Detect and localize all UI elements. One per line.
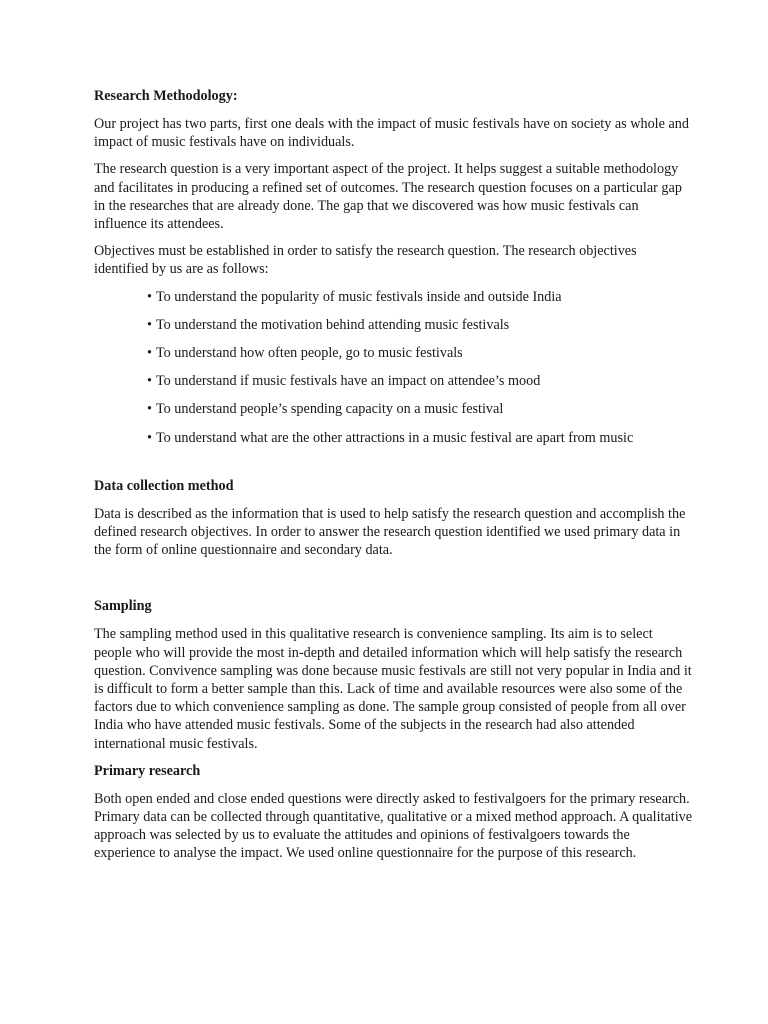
section-heading-data-collection: Data collection method — [94, 477, 234, 494]
paragraph: Both open ended and close ended questions were directly asked to festivalgoers for the primary research. Primary data can be collected through quantitative, qualitative or a mixed method approach. A qualitative approach was selected by us to evaluate the attitudes and opinions of festivalgoers towards the experience to analyse the impact. We used online questionnaire for the purpose of this research. — [94, 790, 693, 862]
bullet-icon: • — [147, 401, 152, 418]
list-item-text: To understand what are the other attractions in a music festival are apart from music — [155, 429, 634, 446]
paragraph: The sampling method used in this qualitative research is convenience sampling. Its aim is to select people who will provide the most in-depth and detailed information which will help satisfy the research question. Convivence sampling was done because music festivals are still not very popular in India and it is difficult to form a better sample than this. Lack of time and available resources were also some of the factors due to which convenience sampling as done. The sample group consisted of people from all over India who have attended music festivals. Some of the subjects in the research had also attended international music festivals. — [94, 626, 692, 752]
list-item-text: To understand if music festivals have an impact on attendee’s mood — [155, 373, 541, 390]
paragraph: Data is described as the information that is used to help satisfy the research question and accomplish the defined research objectives. In order to answer the research question identified we used primary data in the form of online questionnaire and secondary data. — [94, 505, 686, 559]
list-item-text: To understand the popularity of music festivals inside and outside India — [155, 288, 562, 305]
section-heading-sampling: Sampling — [94, 598, 152, 615]
list-item-text: To understand how often people, go to music festivals — [155, 345, 463, 362]
spacer — [94, 457, 694, 477]
section-heading-primary-research: Primary research — [94, 762, 201, 779]
bullet-icon: • — [147, 345, 152, 362]
bullet-icon: • — [147, 316, 152, 333]
list-item — [147, 400, 694, 418]
list-item — [147, 429, 694, 447]
list-item — [147, 316, 694, 334]
paragraph: The research question is a very important aspect of the project. It helps suggest a suitable methodology and facilitates in producing a refined set of outcomes. The research question focuses on a particular gap in the researches that are already done. The gap that we discovered was how music festivals can influence its attendees. — [94, 161, 682, 233]
bullet-icon: • — [147, 373, 152, 390]
list-item — [147, 372, 694, 390]
bullet-icon: • — [147, 288, 152, 305]
list-item-text: To understand people’s spending capacity on a music festival — [155, 401, 504, 418]
paragraph: Our project has two parts, first one deals with the impact of music festivals have on society as whole and impact of music festivals have on individuals. — [94, 116, 689, 151]
paragraph: Objectives must be established in order to satisfy the research question. The research objectives identified by us are as follows: — [94, 243, 637, 278]
list-item — [147, 344, 694, 362]
bullet-icon: • — [147, 429, 152, 446]
objectives-list — [94, 288, 694, 447]
spacer — [94, 568, 694, 597]
document-body — [94, 87, 694, 872]
section-heading-research-methodology: Research Methodology: — [94, 88, 238, 104]
list-item — [147, 288, 694, 306]
list-item-text: To understand the motivation behind attending music festivals — [155, 316, 510, 333]
